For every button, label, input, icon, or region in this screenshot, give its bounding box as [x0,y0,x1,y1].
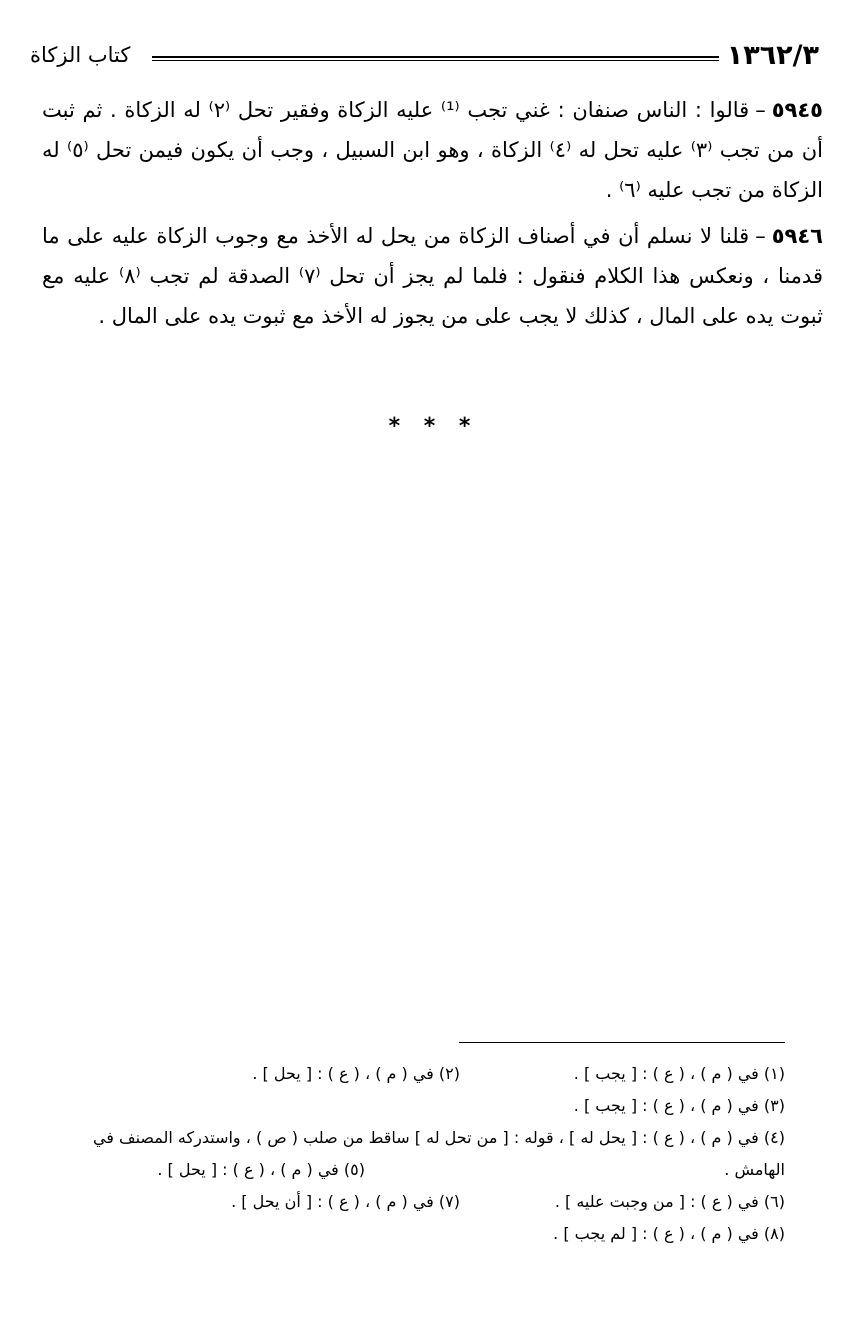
footnote-row [40,1058,785,1090]
footnote-3: (٣) في ( م ) ، ( ع ) : [ يجب ] . [573,1096,785,1115]
footnote-rule [459,1042,785,1043]
footnote-4: (٤) في ( م ) ، ( ع ) : [ يحل له ] ، قوله : [ من تحل له ] ساقط من صلب ( ص ) ، واستدركه المصنف في الهامش . [92,1128,785,1179]
footnote-2: (٢) في ( م ) ، ( ع ) : [ يحل ] . [252,1064,460,1083]
header-double-rule [152,56,719,61]
paragraph-5945 [42,90,823,210]
footnotes [40,1058,785,1250]
footnote-row [40,1218,785,1250]
dash: – [755,98,766,122]
page-header [30,36,819,76]
paragraph-text: قلنا لا نسلم أن في أصناف الزكاة من يحل له الأخذ مع وجوب الزكاة عليه على ما قدمنا ، ونعكس هذا الكلام فنقول : فلما لم يجز أن تحل ⁽٧⁾ الصدقة لم تجب ⁽٨⁾ عليه مع ثبوت يده على المال ، كذلك لا يجب على من يجوز له الأخذ مع ثبوت يده على المال . [42,224,823,328]
main-text [42,90,823,342]
section-separator: * * * [388,414,479,439]
paragraph-number: ٥٩٤٥ [771,98,823,122]
paragraph-text: قالوا : الناس صنفان : غني تجب ⁽¹⁾ عليه الزكاة وفقير تحل ⁽٢⁾ له الزكاة . ثم ثبت أن من تجب ⁽٣⁾ عليه تحل له ⁽٤⁾ الزكاة ، وهو ابن السبيل ، وجب أن يكون فيمن تحل ⁽٥⁾ له الزكاة من تجب عليه ⁽٦⁾ . [42,98,823,202]
dash: – [755,224,766,248]
footnote-7: (٧) في ( م ) ، ( ع ) : [ أن يحل ] . [231,1192,460,1211]
footnote-1: (١) في ( م ) ، ( ع ) : [ يجب ] . [573,1064,785,1083]
footnote-8: (٨) في ( م ) ، ( ع ) : [ لم يجب ] . [553,1224,785,1243]
paragraph-number: ٥٩٤٦ [771,224,823,248]
footnote-row [40,1186,785,1218]
paragraph-5946 [42,216,823,336]
footnote-6: (٦) في ( ع ) : [ من وجبت عليه ] . [554,1192,785,1211]
page-number: ١٣٦٢/٣ [726,40,819,71]
footnote-row [40,1090,785,1122]
footnote-5: (٥) في ( م ) ، ( ع ) : [ يحل ] . [157,1160,365,1179]
running-title: كتاب الزكاة [30,43,131,67]
